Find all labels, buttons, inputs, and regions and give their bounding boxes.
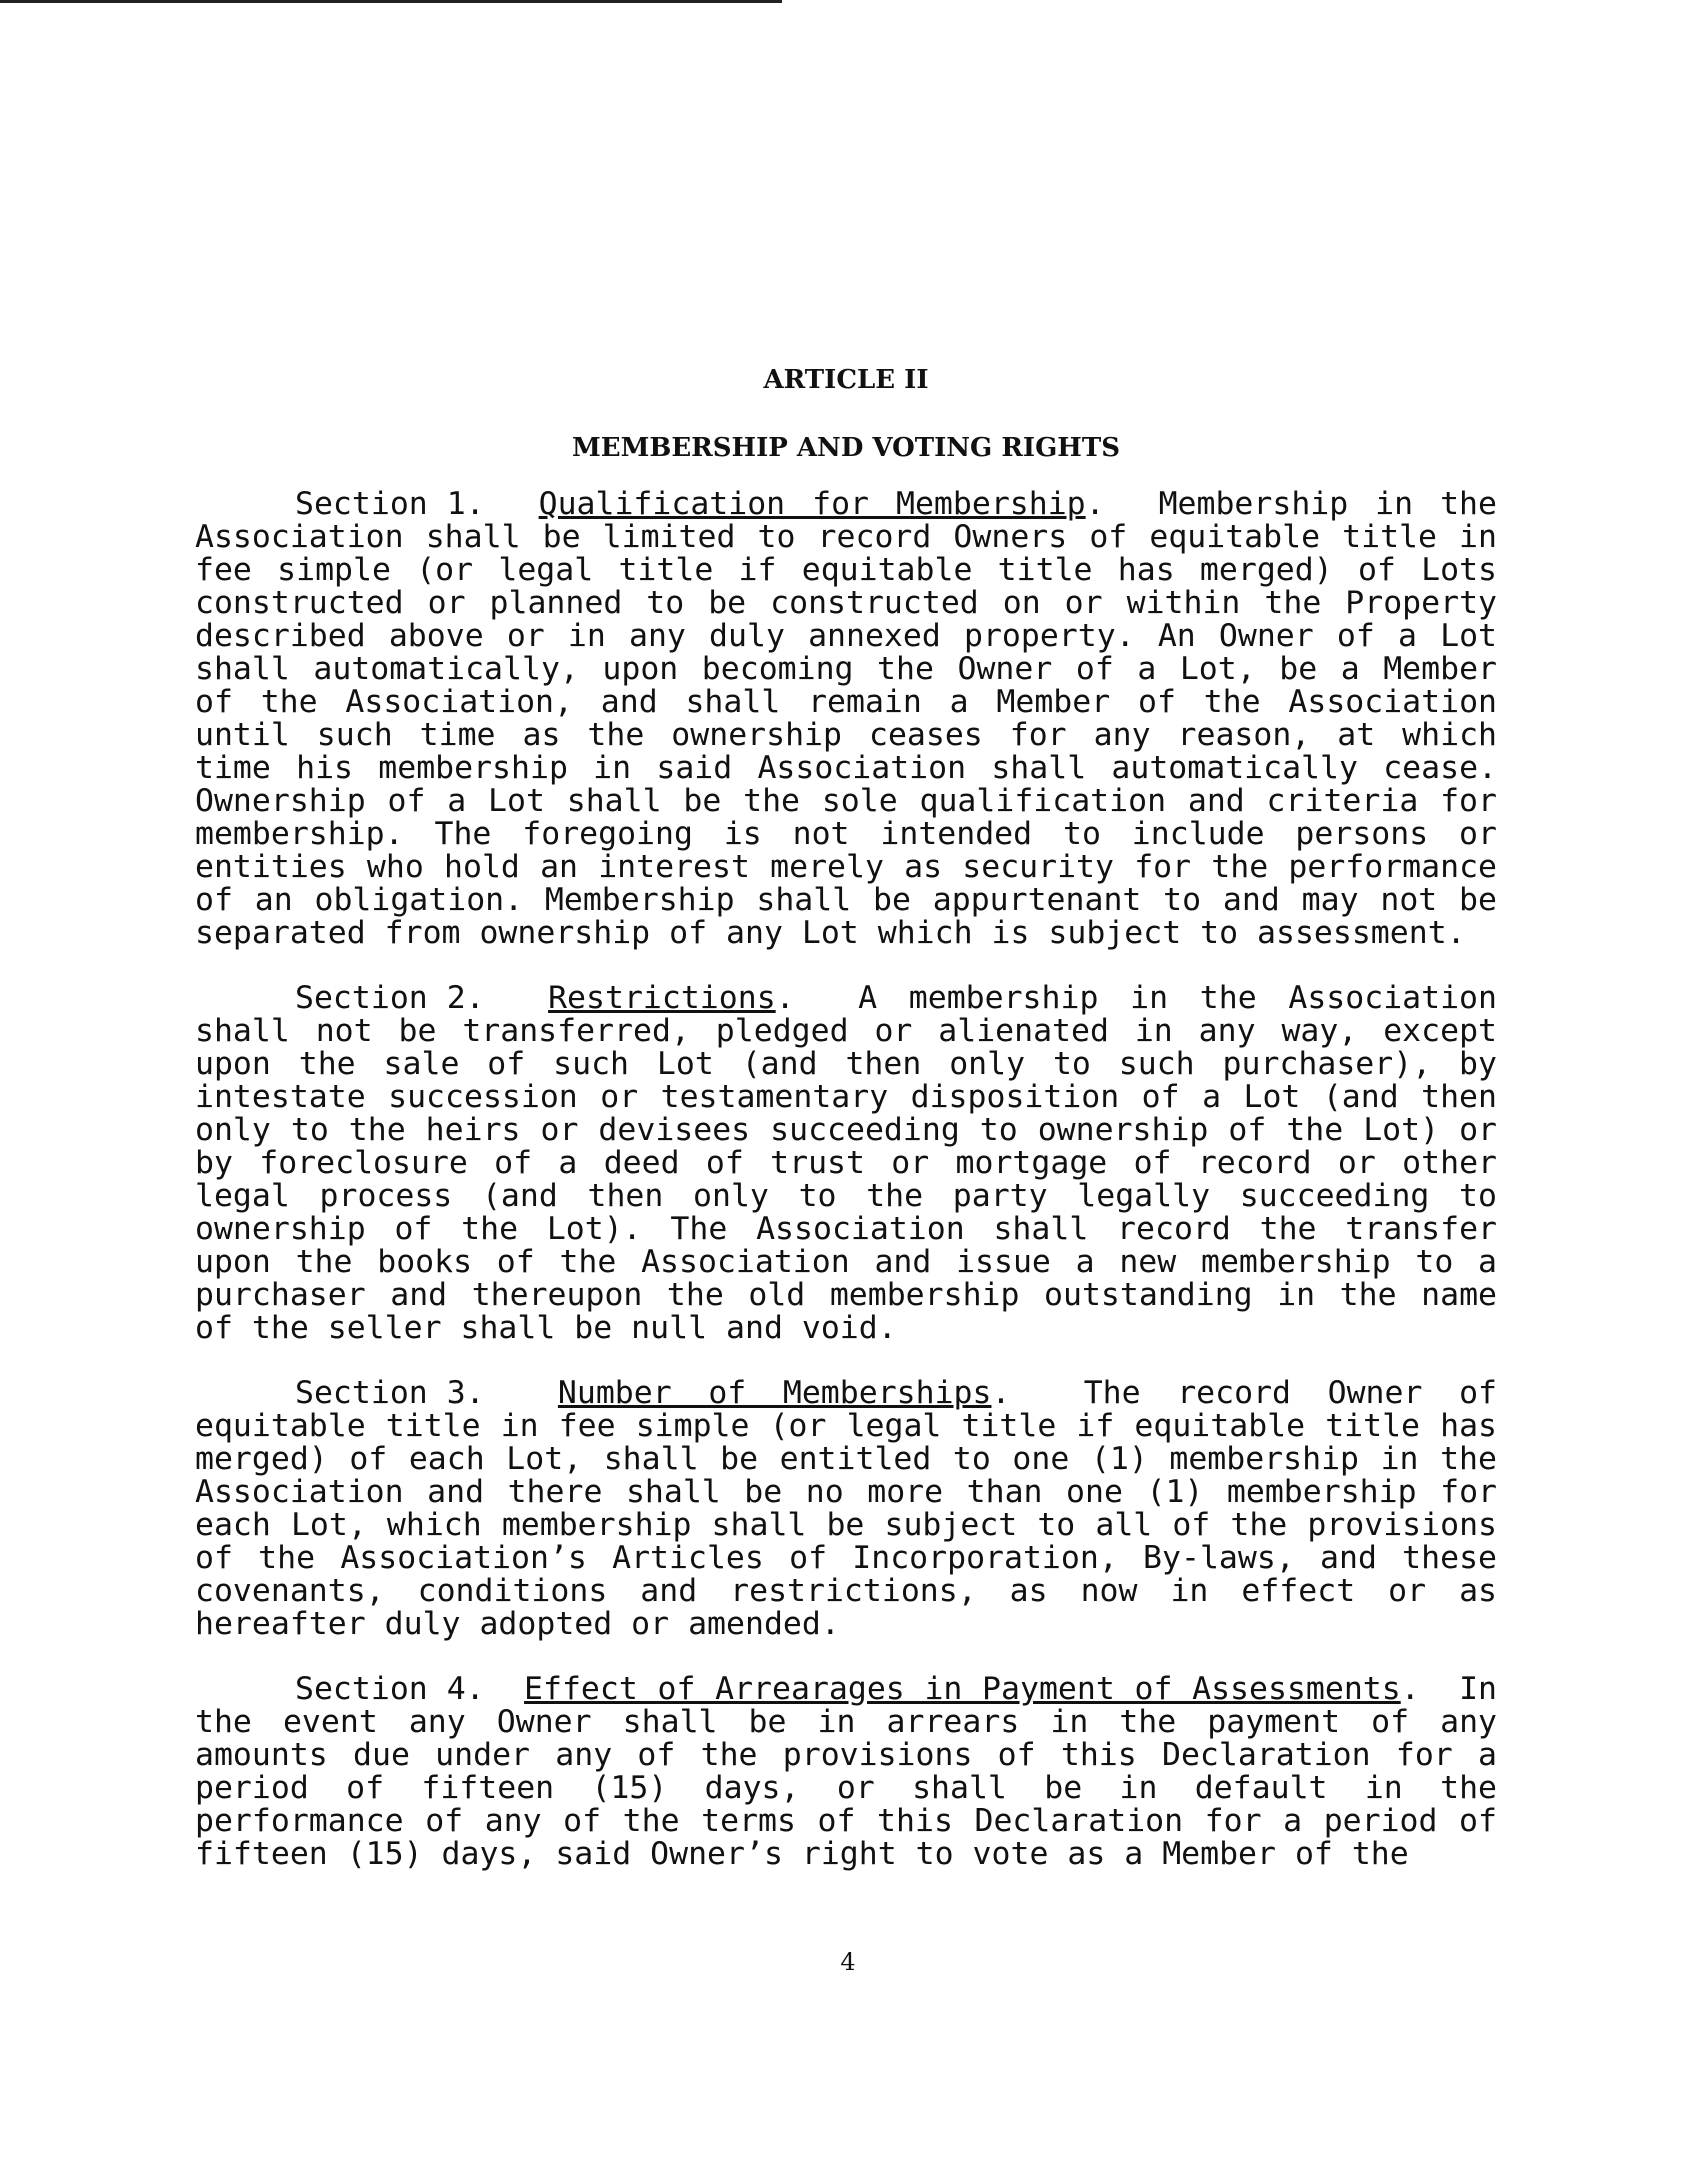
section-title: Number of Memberships xyxy=(557,1375,992,1411)
section-title: Restrictions xyxy=(548,980,776,1016)
article-subtitle: MEMBERSHIP AND VOTING RIGHTS xyxy=(572,433,1120,463)
section-label: Section 2. xyxy=(295,980,485,1016)
section-body: Membership in the Association shall be limited to record Owners of equitable title in fee simple (or legal title if equitable title has merged) of Lots constructed or planned to be constructed on or within the Property described above or in any duly annexed property. An Owner of a Lot shall automatically, upon becoming the Owner of a Lot, be a Member of the Association, and shall remain a Member of the Association until such time as the ownership ceases for any reason, at which time his membership in said Association shall automatically cease. Ownership of a Lot shall be the sole qualification and criteria for membership. The foregoing is not intended to include persons or entities who hold an interest merely as security for the performance of an obligation. Membership shall be appurtenant to and may not be separated from ownership of any Lot which is subject to assessment. xyxy=(195,486,1497,951)
section-label: Section 1. xyxy=(295,486,485,522)
top-edge-rule xyxy=(0,0,782,3)
section-label: Section 4. xyxy=(295,1671,485,1707)
section-1: Section 1. Qualification for Membership. Membership in the Association shall be limited to record Owners of equitable title in fee simple (or legal title if equitable title has merged) of Lots constructed or planned to be constructed on or within the Property described above or in any duly annexed property. An Owner of a Lot shall automatically, upon becoming the Owner of a Lot, be a Member of the Association, and shall remain a Member of the Association until such time as the ownership ceases for any reason, at which time his membership in said Association shall automatically cease. Ownership of a Lot shall be the sole qualification and criteria for membership. The foregoing is not intended to include persons or entities who hold an interest merely as security for the performance of an obligation. Membership shall be appurtenant to and may not be separated from ownership of any Lot which is subject to assessment. xyxy=(195,486,1497,951)
section-2: Section 2. Restrictions. A membership in the Association shall not be transferred, pledged or alienated in any way, except upon the sale of such Lot (and then only to such purchaser), by intestate succession or testamentary disposition of a Lot (and then only to the heirs or devisees succeeding to ownership of the Lot) or by foreclosure of a deed of trust or mortgage of record or other legal process (and then only to the party legally succeeding to ownership of the Lot). The Association shall record the transfer upon the books of the Association and issue a new membership to a purchaser and thereupon the old membership outstanding in the name of the seller shall be null and void. xyxy=(195,980,1497,1346)
page-number: 4 xyxy=(840,1948,856,1976)
article-title: ARTICLE II xyxy=(763,365,929,395)
section-body: A membership in the Association shall not be transferred, pledged or alienated in any way, except upon the sale of such Lot (and then only to such purchaser), by intestate succession or testamentary disposition of a Lot (and then only to the heirs or devisees succeeding to ownership of the Lot) or by foreclosure of a deed of trust or mortgage of record or other legal process (and then only to the party legally succeeding to ownership of the Lot). The Association shall record the transfer upon the books of the Association and issue a new membership to a purchaser and thereupon the old membership outstanding in the name of the seller shall be null and void. xyxy=(195,980,1497,1346)
section-title: Effect of Arrearages in Payment of Assessments xyxy=(524,1671,1401,1707)
section-body: The record Owner of equitable title in fee simple (or legal title if equitable title has merged) of each Lot, shall be entitled to one (1) membership in the Association and there shall be no more than one (1) membership for each Lot, which membership shall be subject to all of the provisions of the Association’s Articles of Incorporation, By-laws, and these covenants, conditions and restrictions, as now in effect or as hereafter duly adopted or amended. xyxy=(195,1375,1497,1642)
section-title: Qualification for Membership xyxy=(538,486,1086,522)
section-3: Section 3. Number of Memberships. The record Owner of equitable title in fee simple (or legal title if equitable title has merged) of each Lot, shall be entitled to one (1) membership in the Association and there shall be no more than one (1) membership for each Lot, which membership shall be subject to all of the provisions of the Association’s Articles of Incorporation, By-laws, and these covenants, conditions and restrictions, as now in effect or as hereafter duly adopted or amended. xyxy=(195,1375,1497,1642)
section-label: Section 3. xyxy=(295,1375,485,1411)
section-4: Section 4. Effect of Arrearages in Payment of Assessments. In the event any Owner shall be in arrears in the payment of any amounts due under any of the provisions of this Declaration for a period of fifteen (15) days, or shall be in default in the performance of any of the terms of this Declaration for a period of fifteen (15) days, said Owner’s right to vote as a Member of the xyxy=(195,1671,1497,1872)
document-page xyxy=(195,360,1497,1903)
section-body: In the event any Owner shall be in arrears in the payment of any amounts due under any of the provisions of this Declaration for a period of fifteen (15) days, or shall be in default in the performance of any of the terms of this Declaration for a period of fifteen (15) days, said Owner’s right to vote as a Member of the xyxy=(195,1671,1497,1872)
